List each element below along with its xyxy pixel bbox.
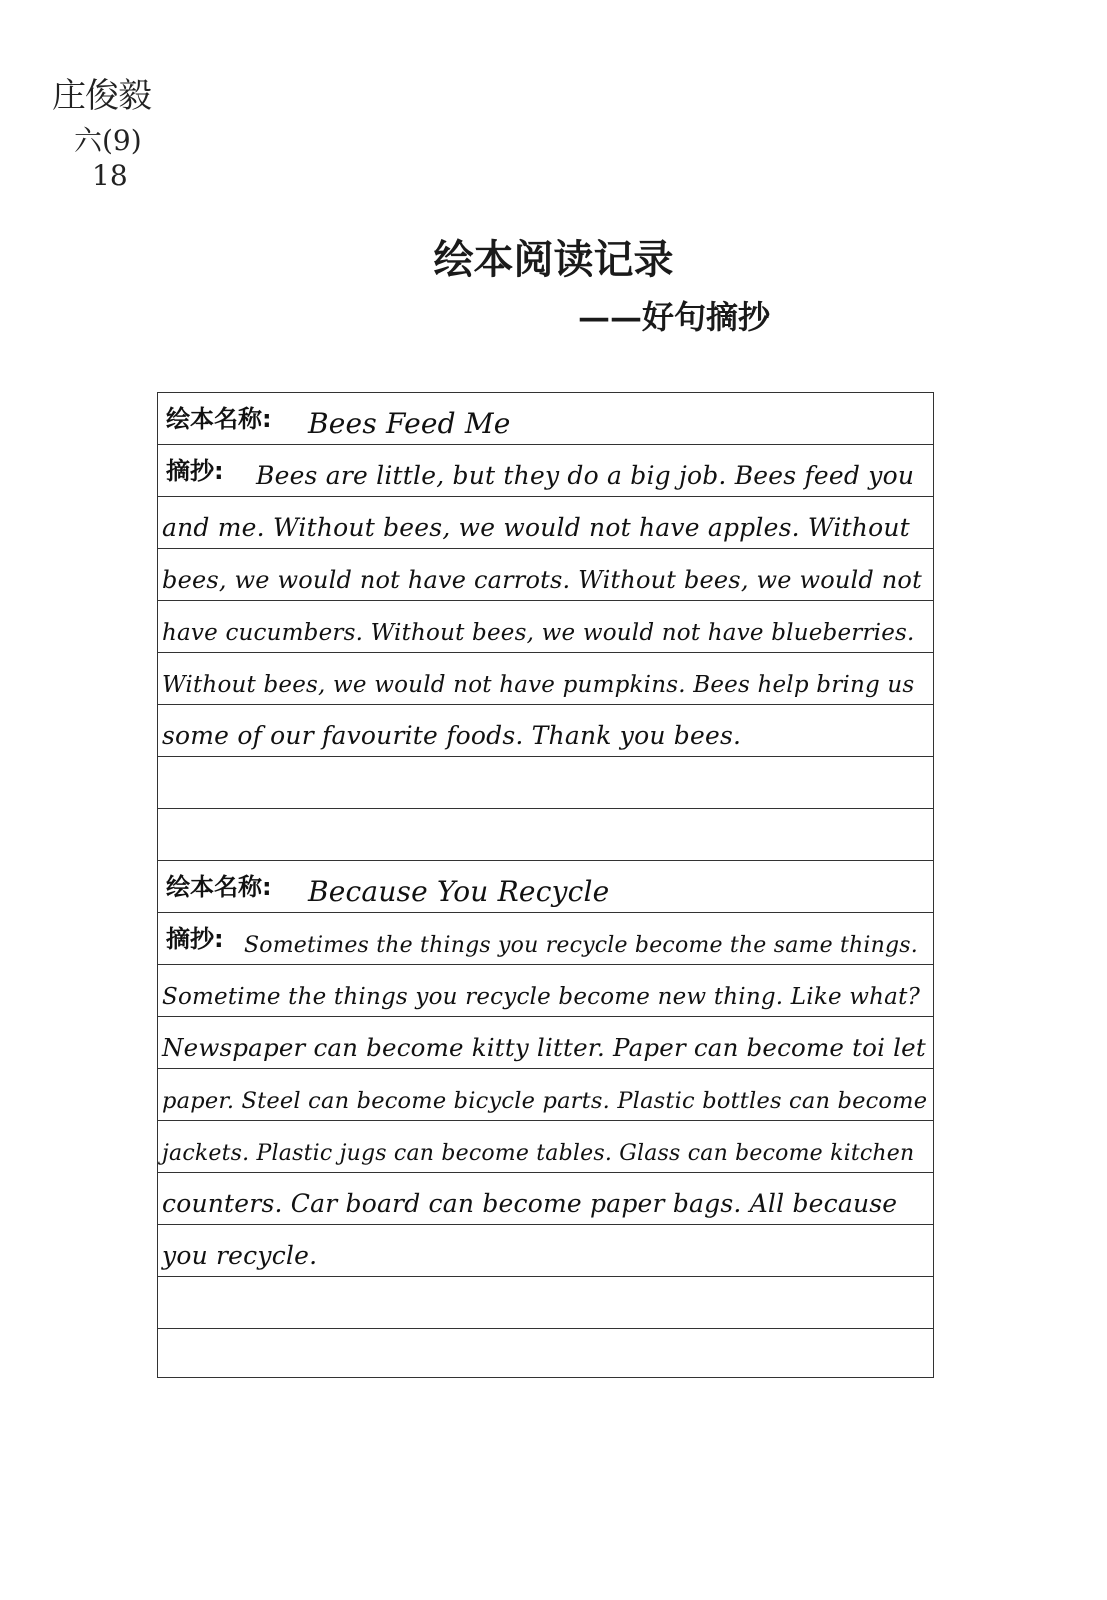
- book-name-label: 绘本名称:: [166, 873, 272, 901]
- excerpt-label: 摘抄:: [166, 925, 224, 953]
- excerpt-line: [158, 549, 933, 601]
- excerpt-text: Sometimes the things you recycle become the same things.: [244, 933, 918, 958]
- excerpt-line: [158, 1017, 933, 1069]
- page-title: 绘本阅读记录: [433, 236, 674, 283]
- excerpt-line: [158, 445, 933, 497]
- blank-line: [158, 1277, 933, 1329]
- excerpt-line: [158, 1173, 933, 1225]
- excerpt-line: [158, 1225, 933, 1277]
- book-title-row: [158, 393, 933, 445]
- blank-line: [158, 757, 933, 809]
- excerpt-text: Bees are little, but they do a big job. Bees feed you: [256, 461, 915, 490]
- excerpt-line: [158, 1069, 933, 1121]
- student-class: 六(9): [74, 124, 142, 157]
- excerpt-text: bees, we would not have carrots. Without bees, we would not: [162, 566, 922, 594]
- excerpt-line: [158, 913, 933, 965]
- book-title: Bees Feed Me: [308, 407, 511, 440]
- excerpt-text: some of our favourite foods. Thank you bees.: [162, 721, 742, 750]
- excerpt-text: Without bees, we would not have pumpkins. Bees help bring us: [162, 672, 915, 698]
- student-info: [52, 68, 182, 192]
- excerpt-text: jackets. Plastic jugs can become tables. Glass can become kitchen: [162, 1141, 915, 1166]
- book-title-row: [158, 861, 933, 913]
- excerpt-line: [158, 653, 933, 705]
- student-name: 庄俊毅: [52, 76, 151, 116]
- record-sheet: [157, 392, 934, 1378]
- excerpt-line: [158, 601, 933, 653]
- excerpt-text: Sometime the things you recycle become new thing. Like what?: [162, 984, 921, 1010]
- excerpt-text: you recycle.: [162, 1241, 318, 1270]
- blank-line: [158, 1329, 933, 1381]
- excerpt-line: [158, 497, 933, 549]
- excerpt-label: 摘抄:: [166, 457, 224, 485]
- student-number: 18: [92, 159, 128, 192]
- excerpt-line: [158, 705, 933, 757]
- excerpt-line: [158, 1121, 933, 1173]
- excerpt-text: and me. Without bees, we would not have apples. Without: [162, 513, 910, 542]
- blank-line: [158, 809, 933, 861]
- book-title: Because You Recycle: [308, 875, 610, 908]
- excerpt-text: counters. Car board can become paper bags. All because: [162, 1189, 898, 1218]
- book-name-label: 绘本名称:: [166, 405, 272, 433]
- excerpt-text: have cucumbers. Without bees, we would not have blueberries.: [162, 620, 915, 646]
- excerpt-text: Newspaper can become kitty litter. Paper can become toi let: [162, 1033, 926, 1062]
- page-subtitle: ——好句摘抄: [578, 298, 771, 336]
- excerpt-line: [158, 965, 933, 1017]
- excerpt-text: paper. Steel can become bicycle parts. Plastic bottles can become: [162, 1088, 928, 1114]
